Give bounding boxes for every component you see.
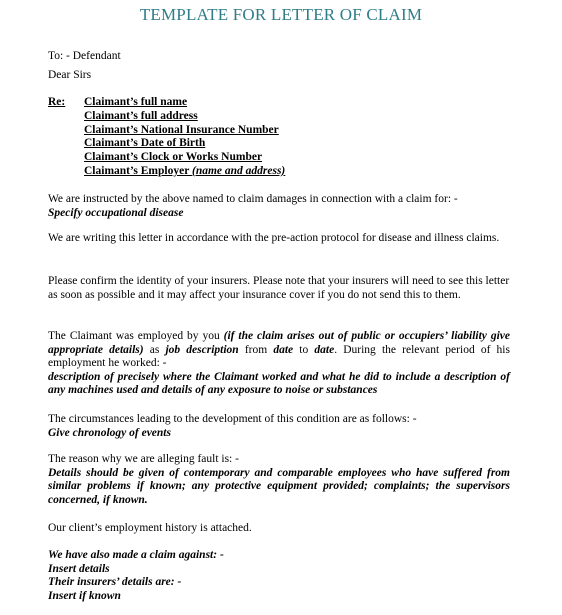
re-employer: [84, 165, 285, 179]
employment-e2: job description: [165, 343, 239, 356]
salutation: Dear Sirs: [48, 69, 92, 81]
employment-t1: The Claimant was employed by you: [48, 330, 224, 342]
employment-t4: to: [293, 343, 315, 356]
employment-e4: date: [314, 343, 335, 356]
employment-emphasis: description of precisely where the Claimant worked and what he did to include a description of any machines used and details of any exposure to noise or substances: [48, 370, 510, 397]
to-line: To: - Defendant: [48, 50, 121, 62]
employment-t2: as: [143, 343, 166, 356]
circumstances-emphasis: Give chronology of events: [48, 426, 171, 439]
other-claims-l3: Their insurers’ details are: -: [48, 576, 182, 589]
paragraph-history: Our client’s employment history is attached.: [48, 522, 252, 534]
paragraph-fault: [48, 453, 510, 507]
fault-text: The reason why we are alleging fault is: -: [48, 453, 239, 465]
re-full-address: Claimant’s full address: [84, 109, 198, 122]
employment-e3: date: [273, 343, 294, 356]
paragraph-claim-for: [48, 193, 510, 220]
re-full-name: Claimant’s full name: [84, 96, 188, 108]
employment-t5: . During the relevant period of his employment he worked: -: [48, 343, 510, 370]
claim-for-emphasis: Specify occupational disease: [48, 206, 184, 219]
claim-for-text: We are instructed by the above named to claim damages in connection with a claim for: -: [48, 193, 458, 205]
employment-t3: from: [238, 343, 274, 356]
other-claims-l4: Insert if known: [48, 589, 121, 602]
re-clock-number: Claimant’s Clock or Works Number: [84, 151, 263, 164]
other-claims-l2: Insert details: [48, 562, 110, 575]
paragraph-circumstances: [48, 413, 510, 440]
paragraph-protocol: We are writing this letter in accordance with the pre-action protocol for disease and illness claims.: [48, 232, 500, 244]
circumstances-text: The circumstances leading to the development of this condition are as follows: -: [48, 413, 417, 425]
re-block: [84, 96, 285, 179]
paragraph-insurers: Please confirm the identity of your insurers. Please note that your insurers will need to see this letter as soon as possible and it may affect your insurance cover if you do not send this to them.: [48, 275, 510, 301]
re-ni-number: Claimant’s National Insurance Number: [84, 123, 279, 136]
re-date-of-birth: Claimant’s Date of Birth: [84, 137, 206, 150]
other-claims-l1: We have also made a claim against: -: [48, 549, 224, 561]
re-label: Re:: [48, 96, 66, 108]
re-employer-prefix: Claimant’s Employer: [84, 164, 192, 177]
re-employer-suffix: (name and address): [191, 164, 286, 177]
page-title: TEMPLATE FOR LETTER OF CLAIM: [139, 5, 423, 24]
employment-e1: (if the claim arises out of public or occupiers’ liability give appropriate details): [48, 330, 510, 356]
fault-emphasis: Details should be given of contemporary and comparable employees who have suffered from similar problems if known; any protective equipment provided; complaints; the supervisors concerned, if known.: [48, 466, 510, 506]
paragraph-employment: [48, 330, 510, 398]
paragraph-other-claims: [48, 549, 510, 603]
